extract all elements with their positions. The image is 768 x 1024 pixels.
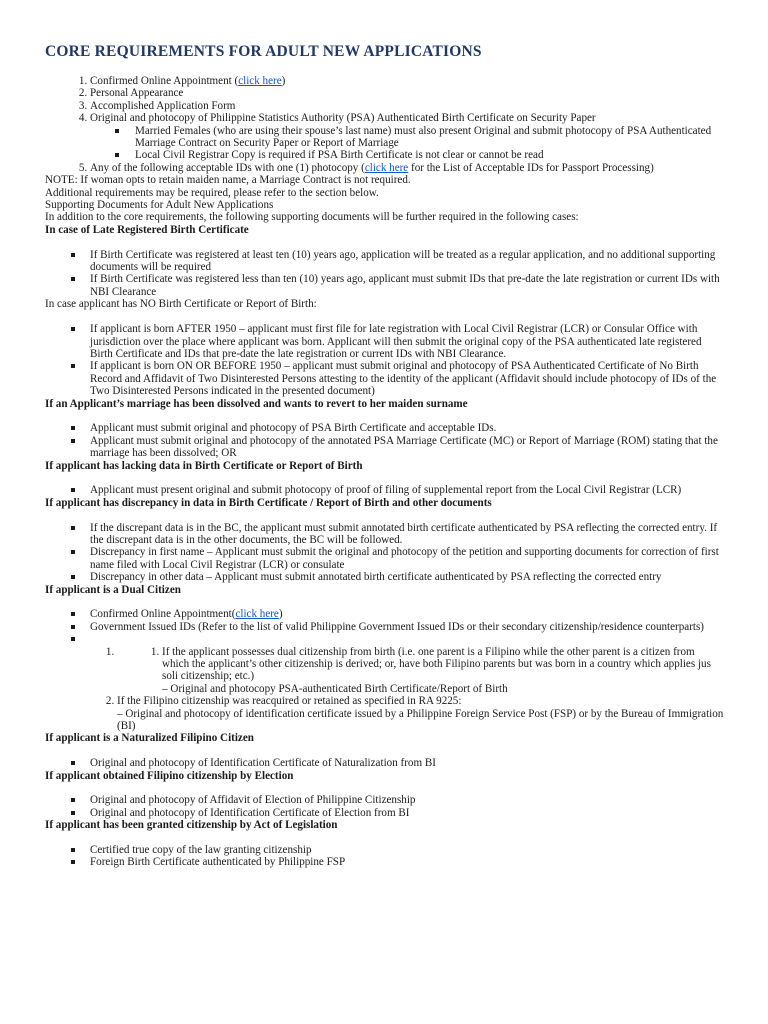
- sub-item-lcr-copy: Local Civil Registrar Copy is required if PSA Birth Certificate is not clear or cannot be read: [135, 149, 724, 161]
- list-item: Original and photocopy of Affidavit of Election of Philippine Citizenship: [45, 794, 724, 806]
- heading-no-birth-certificate: In case applicant has NO Birth Certificate or Report of Birth:: [45, 298, 317, 311]
- sub-item-married-females: Married Females (who are using their spouse’s last name) must also present Original and submit photocopy of PSA Authenticated Marriage Contract on Security Paper or Report of Marriage: [135, 125, 724, 150]
- heading-naturalized: If applicant is a Naturalized Filipino Citizen: [45, 732, 254, 745]
- supporting-docs-intro: In addition to the core requirements, the following supporting documents will be further required in the following cases:: [45, 211, 579, 224]
- list-item: Applicant must submit original and photocopy of PSA Birth Certificate and acceptable IDs.: [45, 422, 724, 434]
- core-item-birth-certificate: 4. Original and photocopy of Philippine Statistics Authority (PSA) Authenticated Birth Certificate on Security Paper Married Females (who are using their spouse’s last name) must also present Original and submit photocopy of PSA Authenticated Marriage Contract on Security Paper or Report of Marriage Local Civil Registrar Copy is required if PSA Birth Certificate is not clear or cannot be read: [90, 112, 724, 162]
- list-item: Discrepancy in first name – Applicant must submit the original and photocopy of the petition and supporting documents for correction of first name filed with Local Civil Registrar (LCR) or consulate: [45, 546, 724, 571]
- heading-dual-citizen: If applicant is a Dual Citizen: [45, 583, 181, 596]
- page-title: CORE REQUIREMENTS FOR ADULT NEW APPLICATIONS: [45, 43, 482, 60]
- core-item-personal-appearance: 2. Personal Appearance: [90, 87, 724, 99]
- list-item: Foreign Birth Certificate authenticated by Philippine FSP: [45, 856, 724, 868]
- list-item: Applicant must present original and submit photocopy of proof of filing of supplemental report from the Local Civil Registrar (LCR): [45, 484, 724, 496]
- list-item: If Birth Certificate was registered at least ten (10) years ago, application will be treated as a regular application, and no additional supporting documents will be required: [45, 249, 724, 274]
- list-item: Original and photocopy of Identification Certificate of Election from BI: [45, 807, 724, 819]
- list-item: If Birth Certificate was registered less than ten (10) years ago, applicant must submit IDs that pre-date the late registration or current IDs with NBI Clearance: [45, 273, 724, 298]
- dual-case-birth: 1. 1. If the applicant possesses dual citizenship from birth (i.e. one parent is a Filipino while the other parent is a citizen from which the applicant’s other citizenship is derived; or, have both Filipino parents but was born in a country which applies jus soli citizenship; etc.) – Original and photocopy PSA-authenticated Birth Certificate/Report of Birth: [162, 646, 724, 696]
- list-item: Government Issued IDs (Refer to the list of valid Philippine Government Issued IDs or their secondary citizenship/residence counterparts): [45, 621, 724, 633]
- legislation-list: [45, 844, 724, 869]
- list-item: Applicant must submit original and photocopy of the annotated PSA Marriage Certificate (MC) or Report of Marriage (ROM) stating that the marriage has been dissolved; OR: [45, 435, 724, 460]
- core-item-acceptable-ids: 5. Any of the following acceptable IDs with one (1) photocopy (click here for the List of Acceptable IDs for Passport Processing): [90, 162, 724, 174]
- note-additional: Additional requirements may be required, please refer to the section below.: [45, 186, 379, 199]
- heading-lacking-data: If applicant has lacking data in Birth Certificate or Report of Birth: [45, 459, 363, 472]
- dual-citizen-list: [45, 608, 724, 645]
- dual-citizen-cases: [45, 646, 724, 733]
- list-item: Confirmed Online Appointment(click here): [45, 608, 724, 620]
- heading-discrepancy: If applicant has discrepancy in data in Birth Certificate / Report of Birth and other documents: [45, 496, 492, 509]
- dual-case-1: [117, 646, 724, 696]
- election-list: [45, 794, 724, 819]
- list-item: Discrepancy in other data – Applicant must submit annotated birth certificate authenticated by PSA reflecting the corrected entry: [45, 571, 724, 583]
- supporting-docs-title: Supporting Documents for Adult New Applications: [45, 199, 274, 212]
- discrepancy-list: [45, 522, 724, 584]
- core-item-appointment: 1. Confirmed Online Appointment (click here): [90, 75, 724, 87]
- document-body: [45, 75, 724, 869]
- heading-late-registered: In case of Late Registered Birth Certificate: [45, 223, 249, 236]
- core-requirements-list: [45, 75, 724, 174]
- list-item: If applicant is born ON OR BEFORE 1950 – applicant must submit original and photocopy of PSA Authenticated Certificate of No Birth Record and Affidavit of Two Disinterested Persons attesting to the identity of the applicant (Affidavit should include photocopy of IDs of the Two Disinterested Persons indicated in the presented document): [45, 360, 724, 397]
- list-item: If the discrepant data is in the BC, the applicant must submit annotated birth certificate authenticated by PSA reflecting the corrected entry. If the discrepant data is in the other documents, the BC will be followed.: [45, 522, 724, 547]
- marriage-dissolved-list: [45, 422, 724, 459]
- naturalized-list: [45, 757, 724, 769]
- core-item-application-form: 3. Accomplished Application Form: [90, 100, 724, 112]
- list-item: Original and photocopy of Identification Certificate of Naturalization from BI: [45, 757, 724, 769]
- list-item: [45, 633, 724, 645]
- dual-appointment-link[interactable]: click here: [235, 608, 279, 621]
- heading-marriage-dissolved: If an Applicant’s marriage has been dissolved and wants to revert to her maiden surname: [45, 397, 468, 410]
- birth-certificate-sublist: [90, 125, 724, 162]
- list-item: Certified true copy of the law granting citizenship: [45, 844, 724, 856]
- lacking-data-list: [45, 484, 724, 496]
- acceptable-ids-link[interactable]: click here: [364, 161, 409, 174]
- late-registered-list: [45, 249, 724, 299]
- note-maiden-name: NOTE: If woman opts to retain maiden name, a Marriage Contract is not required.: [45, 174, 411, 187]
- dual-case-2: 2. If the Filipino citizenship was reacquired or retained as specified in RA 9225: – Original and photocopy of identification certificate issued by a Philippine Foreign Service Post (FSP) or by the Bureau of Immigration (BI): [117, 695, 724, 732]
- appointment-link[interactable]: click here: [238, 75, 282, 87]
- heading-election: If applicant obtained Filipino citizenship by Election: [45, 769, 294, 782]
- heading-legislation: If applicant has been granted citizenship by Act of Legislation: [45, 819, 338, 832]
- list-item: If applicant is born AFTER 1950 – applicant must first file for late registration with Local Civil Registrar (LCR) or Consular Office with jurisdiction over the place where applicant was born. Applicant will then submit the original copy of the PSA authenticated late registered Birth Certificate and IDs that pre-date the late registration or current IDs with NBI Clearance.: [45, 323, 724, 360]
- no-birth-certificate-list: [45, 323, 724, 397]
- dual-case-1-sublist: [117, 646, 724, 696]
